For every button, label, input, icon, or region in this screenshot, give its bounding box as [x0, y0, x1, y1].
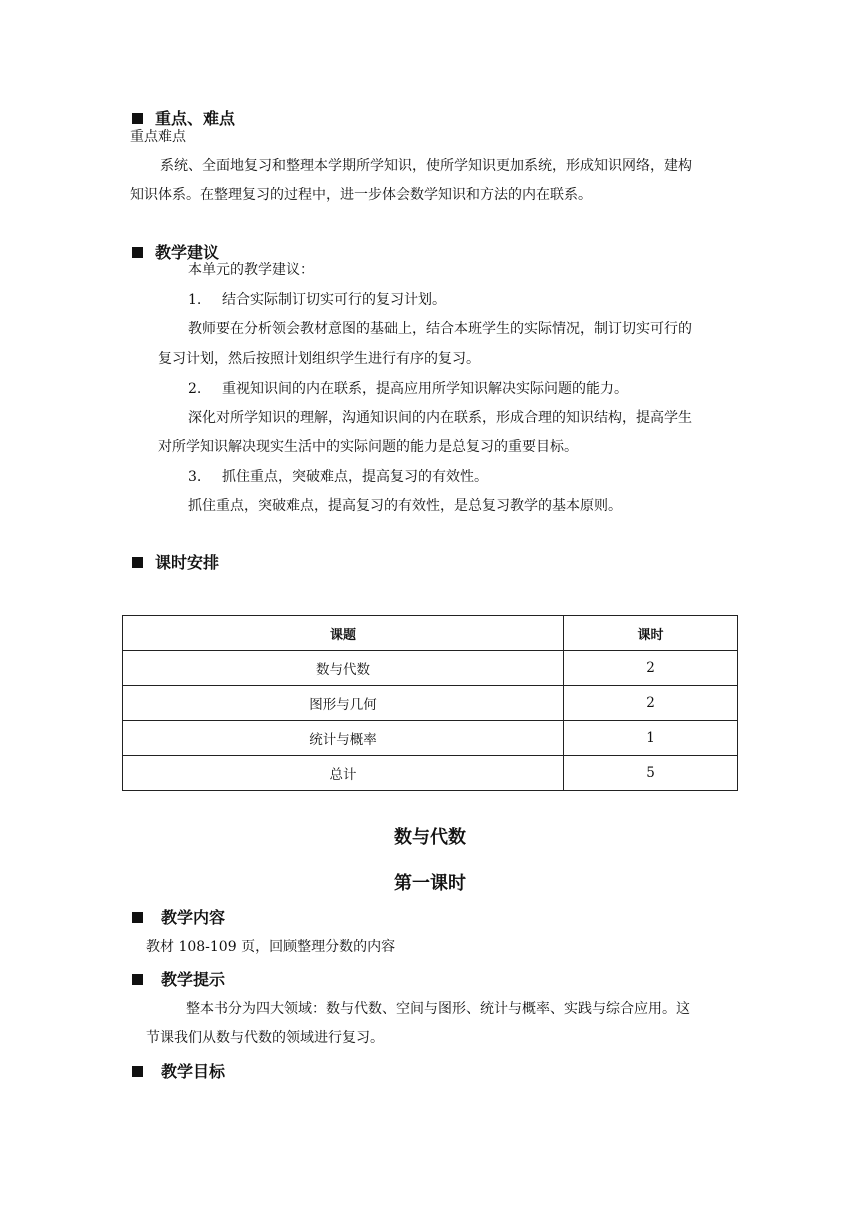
square-bullet-icon — [132, 1066, 143, 1077]
lesson-title: 第一课时 — [394, 873, 466, 894]
square-bullet-icon — [132, 557, 143, 568]
square-bullet-icon — [132, 912, 143, 923]
section-heading-key-points: 重点、难点 — [132, 106, 235, 129]
table-cell: 总计 — [123, 756, 564, 791]
table-header-cell: 课时 — [564, 616, 738, 651]
intro-text: 本单元的教学建议： — [188, 262, 314, 278]
square-bullet-icon — [132, 113, 143, 124]
table-cell: 数与代数 — [123, 651, 564, 686]
schedule-table — [122, 615, 738, 791]
table-cell: 1 — [564, 721, 738, 756]
table-header-row — [123, 616, 738, 651]
section-heading-teaching-goals: 教学目标 — [132, 1059, 225, 1082]
table-cell: 2 — [564, 686, 738, 721]
paragraph-line: 系统、全面地复习和整理本学期所学知识，使所学知识更加系统，形成知识网络，建构 — [160, 158, 692, 174]
section-heading-schedule: 课时安排 — [132, 550, 219, 573]
content-text: 教材 108-109 页，回顾整理分数的内容 — [146, 939, 396, 955]
list-item-number: 1. — [188, 292, 202, 308]
paragraph-line: 知识体系。在整理复习的过程中，进一步体会数学知识和方法的内在联系。 — [130, 187, 592, 203]
table-cell: 统计与概率 — [123, 721, 564, 756]
unit-title: 数与代数 — [394, 827, 466, 848]
square-bullet-icon — [132, 974, 143, 985]
table-cell: 图形与几何 — [123, 686, 564, 721]
list-item-title: 重视知识间的内在联系，提高应用所学知识解决实际问题的能力。 — [222, 381, 628, 397]
square-bullet-icon — [132, 247, 143, 258]
table-row — [123, 721, 738, 756]
table-header-cell: 课题 — [123, 616, 564, 651]
section-heading-teaching-content: 教学内容 — [132, 905, 225, 928]
list-item-desc: 教师要在分析领会教材意图的基础上，结合本班学生的实际情况，制订切实可行的 — [188, 321, 692, 337]
list-item-number: 3. — [188, 469, 202, 485]
table-row — [123, 756, 738, 791]
list-item-number: 2. — [188, 381, 202, 397]
list-item-desc: 对所学知识解决现实生活中的实际问题的能力是总复习的重要目标。 — [158, 439, 578, 455]
paragraph-line: 整本书分为四大领域：数与代数、空间与图形、统计与概率、实践与综合应用。这 — [186, 1001, 690, 1017]
table-cell: 2 — [564, 651, 738, 686]
paragraph-line: 节课我们从数与代数的领域进行复习。 — [146, 1030, 384, 1046]
list-item-desc: 抓住重点，突破难点，提高复习的有效性，是总复习教学的基本原则。 — [188, 498, 622, 514]
table-cell: 5 — [564, 756, 738, 791]
sublabel: 重点难点 — [130, 129, 186, 145]
section-heading-teaching-suggestions: 教学建议 — [132, 240, 219, 263]
table-row — [123, 651, 738, 686]
list-item-title: 抓住重点，突破难点，提高复习的有效性。 — [222, 469, 488, 485]
list-item-desc: 复习计划，然后按照计划组织学生进行有序的复习。 — [158, 351, 480, 367]
list-item-title: 结合实际制订切实可行的复习计划。 — [222, 292, 446, 308]
table-row — [123, 686, 738, 721]
section-heading-teaching-hints: 教学提示 — [132, 967, 225, 990]
list-item-desc: 深化对所学知识的理解，沟通知识间的内在联系，形成合理的知识结构，提高学生 — [188, 410, 692, 426]
